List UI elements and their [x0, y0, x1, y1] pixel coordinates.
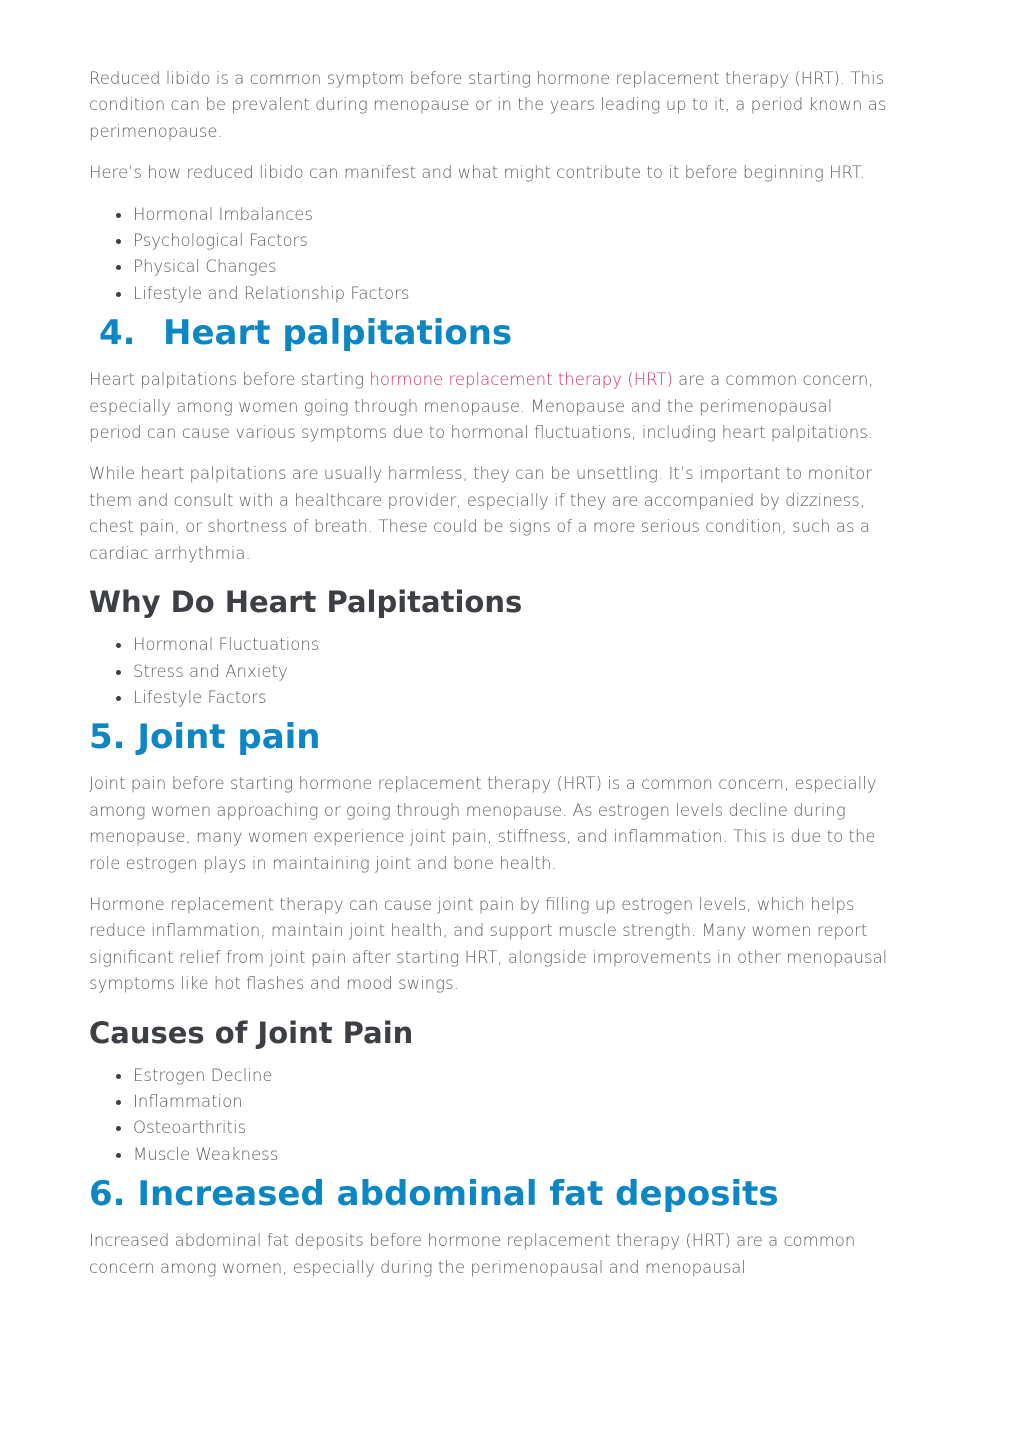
- section-4-paragraph-1-start: Heart palpitations before starting: [89, 370, 370, 390]
- section-4-paragraph-1-end: are a common concern, especially among women going through menopause. Menopause and the perimenopausal period can cause various symptoms due to hormonal fluctuations, including heart palpitations.: [89, 370, 874, 443]
- section-4-paragraph-1: [89, 367, 889, 446]
- list-item: Osteoarthritis: [133, 1115, 889, 1141]
- list-item: Estrogen Decline: [133, 1063, 889, 1089]
- intro-paragraph-1: Reduced libido is a common symptom before starting hormone replacement therapy (HRT). This condition can be prevalent during menopause or in the years leading up to it, a period known as perimenopause.: [89, 69, 887, 141]
- list-item: Hormonal Fluctuations: [133, 632, 889, 658]
- list-item: Muscle Weakness: [133, 1142, 889, 1168]
- list-item: Stress and Anxiety: [133, 659, 889, 685]
- section-6-heading: 6. Increased abdominal fat deposits: [89, 1174, 779, 1215]
- libido-factors-list: [89, 202, 889, 308]
- section-4-heading: [89, 311, 889, 355]
- article-body: [89, 66, 889, 1296]
- section-4-number: 4.: [99, 313, 136, 354]
- list-item: Lifestyle Factors: [133, 685, 889, 711]
- hrt-link[interactable]: hormone replacement therapy (HRT): [369, 370, 673, 390]
- list-item: Hormonal Imbalances: [133, 202, 889, 228]
- section-4-subheading: Why Do Heart Palpitations: [89, 585, 523, 620]
- section-5-subheading: Causes of Joint Pain: [89, 1015, 414, 1050]
- section-5-heading: 5. Joint pain: [89, 717, 321, 758]
- section-5-paragraph-1: Joint pain before starting hormone replacement therapy (HRT) is a common concern, especially among women approaching or going through menopause. As estrogen levels decline during menopause, many women experience joint pain, stiffness, and inflammation. This is due to the role estrogen plays in maintaining joint and bone health.: [89, 774, 877, 873]
- intro-paragraph-2: Here’s how reduced libido can manifest and what might contribute to it before beginning HRT.: [89, 163, 866, 183]
- section-6-paragraph-1: Increased abdominal fat deposits before hormone replacement therapy (HRT) are a common concern among women, especially during the perimenopausal and menopausal: [89, 1231, 856, 1277]
- list-item: Psychological Factors: [133, 228, 889, 254]
- list-item: Inflammation: [133, 1089, 889, 1115]
- list-item: Physical Changes: [133, 254, 889, 280]
- section-4-title: Heart palpitations: [163, 313, 513, 354]
- section-4-paragraph-2: While heart palpitations are usually harmless, they can be unsettling. It’s important to monitor them and consult with a healthcare provider, especially if they are accompanied by dizziness, chest pain, or shortness of breath. These could be signs of a more serious condition, such as a cardiac arrhythmia.: [89, 464, 873, 563]
- joint-pain-causes-list: [89, 1063, 889, 1169]
- palpitation-causes-list: [89, 632, 889, 711]
- section-5-paragraph-2: Hormone replacement therapy can cause joint pain by filling up estrogen levels, which helps reduce inflammation, maintain joint health, and support muscle strength. Many women report significant relief from joint pain after starting HRT, alongside improvements in other menopausal symptoms like hot flashes and mood swings.: [89, 894, 888, 994]
- list-item: Lifestyle and Relationship Factors: [133, 281, 889, 307]
